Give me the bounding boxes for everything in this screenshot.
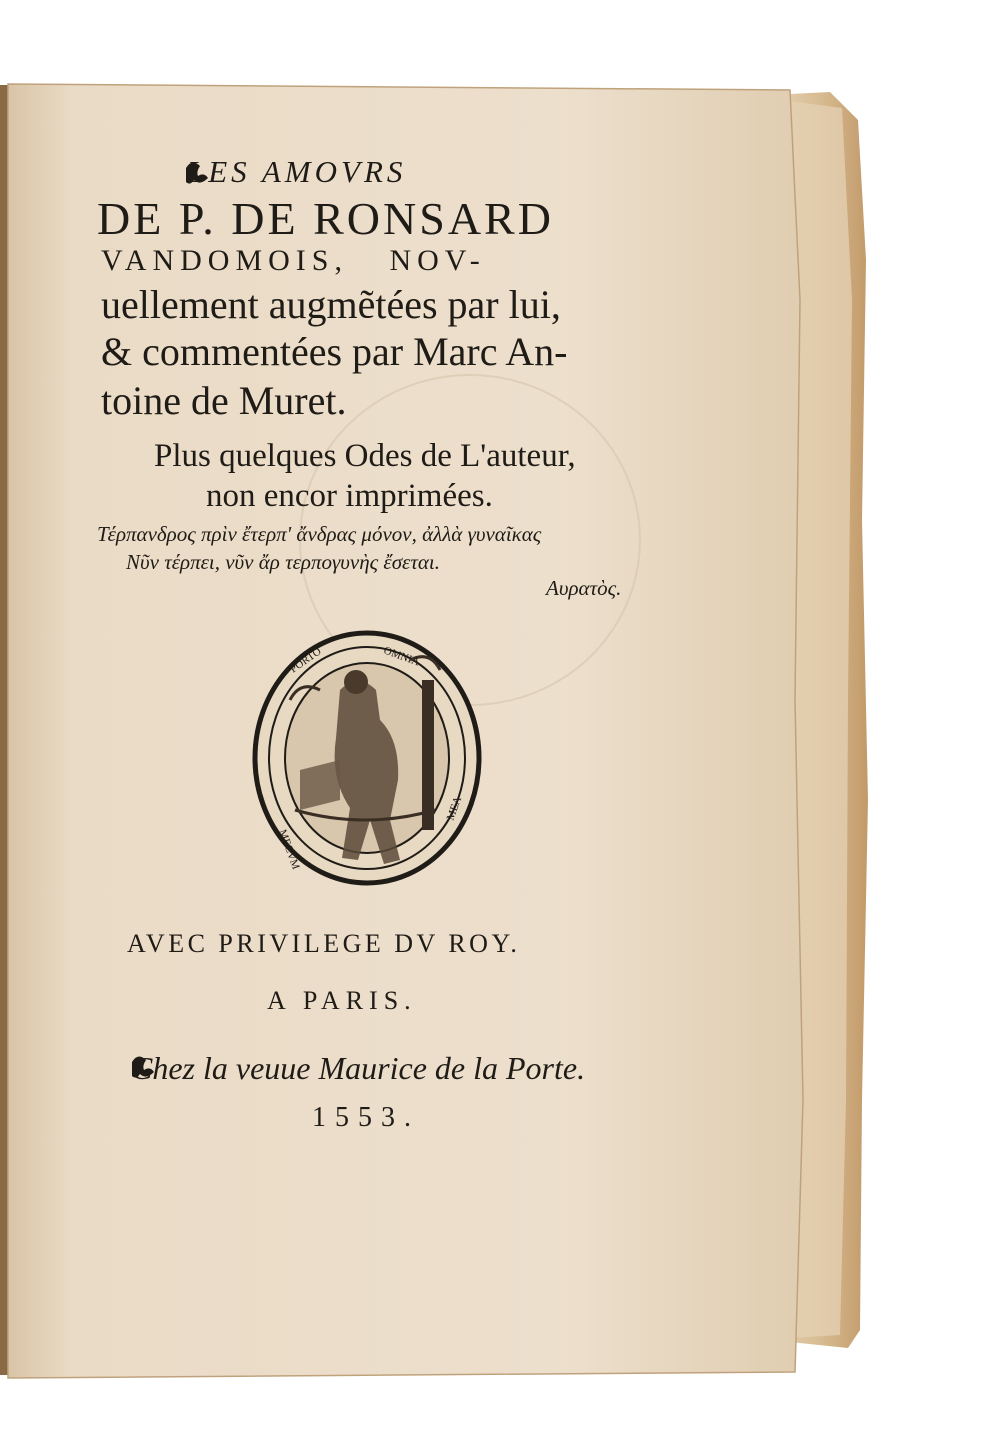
greek-attribution: Αυρατὸς. [546,576,622,600]
title-les-amours: LES AMOVRS [187,154,407,189]
publication-year: 1553. [312,1102,420,1133]
emblem-motto [253,631,481,885]
emblem-text-top: PORTO [287,645,324,676]
title-vandomois: VANDOMOIS, NOV- [101,244,486,277]
title-author: DE P. DE RONSARD [97,193,554,244]
emblem-text-left: MECVM [276,827,302,872]
emblem-text-right: MEA [444,794,465,823]
greek-epigram-line-1: Τέρπανδρος πρὶν ἔτερπ' ἄνδρας μόνον, ἀλλὰ γυναῖκας [97,522,542,546]
title-augmented: uellement augmẽtées par lui, [101,282,561,327]
greek-epigram-line-2: Νῦν τέρπει, νῦν ἄρ τερπογυνὴς ἔσεται. [126,550,440,574]
title-odes: Plus quelques Odes de L'auteur, [154,438,576,474]
title-muret: toine de Muret. [101,378,347,423]
privilege: AVEC PRIVILEGE DV ROY. [127,929,521,958]
emblem-text-top-right: OMNIA [381,644,422,669]
printer-imprint: Chez la veuue Maurice de la Porte. [131,1050,586,1086]
title-unprinted: non encor imprimées. [206,478,493,514]
title-commented: & commentées par Marc An- [101,329,568,374]
city: A PARIS. [267,986,417,1015]
